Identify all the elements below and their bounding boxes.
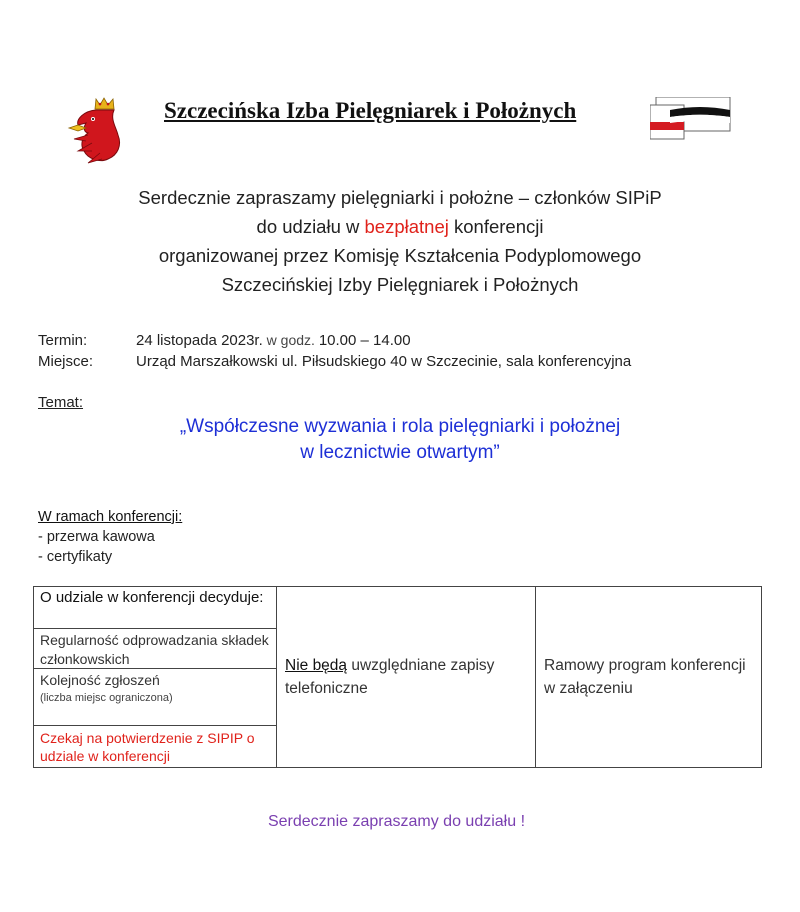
invitation-text: [0, 183, 800, 299]
invitation-line-3: organizowanej przez Komisję Kształcenia Podyplomowego: [158, 245, 642, 266]
program-text: Ramowy program konferencji w załączeniu: [544, 657, 746, 697]
phone-registration-cell: [277, 587, 536, 768]
griffin-crest-icon: [66, 95, 136, 167]
program-cell: [536, 587, 762, 768]
included-heading: W ramach konferencji:: [38, 509, 183, 525]
place-row: [38, 352, 631, 372]
phone-registration-text: uwzględniane zapisy telefoniczne: [285, 657, 495, 697]
included-section: [38, 507, 182, 567]
topic-label: Temat:: [38, 394, 84, 411]
confirmation-note: Czekaj na potwierdzenie z SIPIP o udziale w konferencji: [40, 730, 255, 764]
conference-info-table: [33, 586, 762, 768]
letterhead: [66, 95, 736, 167]
criteria-heading: O udziale w konferencji decyduje:: [34, 587, 276, 629]
place-value: Urząd Marszałkowski ul. Piłsudskiego 40 w Szczecinie, sala konferencyjna: [136, 353, 632, 370]
included-item: - certyfikaty: [38, 549, 113, 565]
invitation-line-4: Szczecińskiej Izby Pielęgniarek i Położnych: [221, 274, 579, 295]
topic-line-2: w lecznictwie otwartym”: [300, 442, 500, 463]
place-label: Miejsce:: [38, 353, 94, 370]
invitation-line-2: [0, 212, 800, 241]
closing-invitation: Serdecznie zapraszamy do udziału !: [267, 813, 526, 830]
invitation-line-2-end: konferencji: [448, 216, 544, 237]
conference-topic: [0, 414, 800, 466]
included-item: - przerwa kawowa: [38, 529, 155, 545]
criterion-membership-fees: Regularność odprowadzania składek członkowskich: [34, 629, 276, 669]
free-highlight: bezpłatnej: [364, 216, 449, 237]
invitation-line-2-start: do udziału w: [256, 216, 365, 237]
phone-not-accepted: Nie będą: [285, 657, 348, 674]
criterion-order-note: (liczba miejsc ograniczona): [40, 692, 173, 704]
date-value: 24 listopada 2023r.: [136, 332, 263, 349]
organization-title: Szczecińska Izba Pielęgniarek i Położnych: [164, 98, 577, 123]
criterion-order-text: Kolejność zgłoszeń: [40, 672, 160, 688]
topic-line-1: „Współczesne wyzwania i rola pielęgniarki i położnej: [179, 416, 621, 437]
date-row: [38, 330, 411, 351]
time-prefix: w godz.: [262, 332, 319, 348]
invitation-line-1: Serdecznie zapraszamy pielęgniarki i położne – członków SIPiP: [138, 187, 662, 208]
criteria-cell: [34, 587, 277, 768]
criterion-order: [34, 669, 276, 726]
time-value: 10.00 – 14.00: [318, 332, 411, 349]
flag-icon: [650, 97, 736, 141]
date-label: Termin:: [38, 332, 88, 349]
